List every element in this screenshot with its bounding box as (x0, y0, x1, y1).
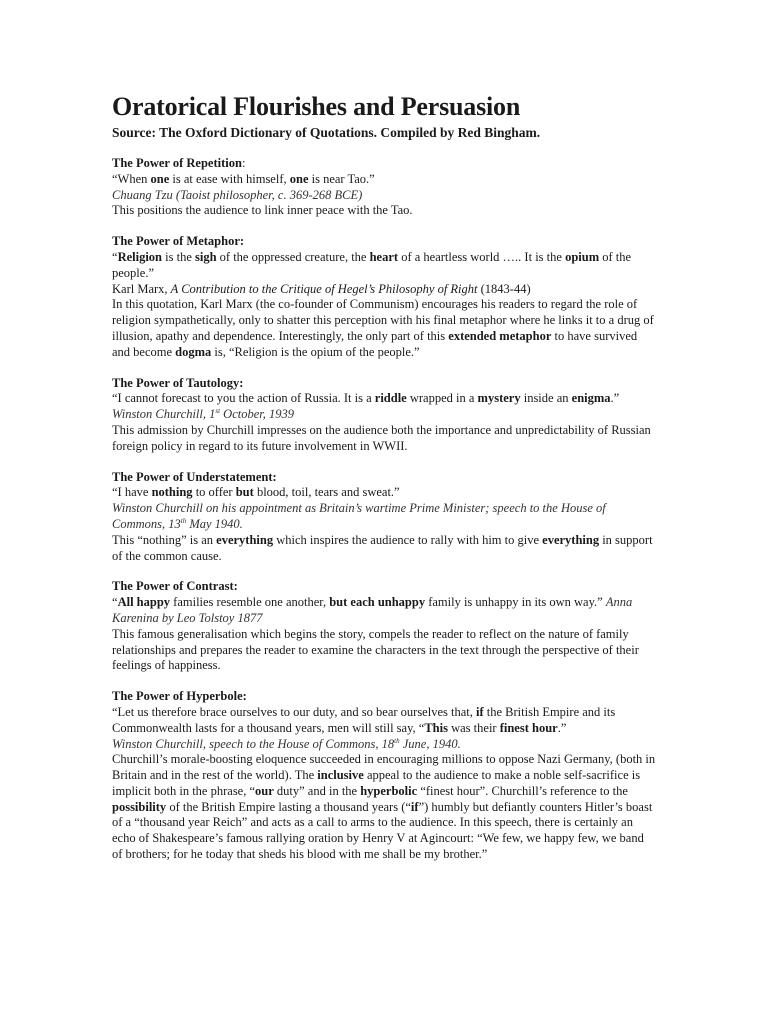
text-run: A Contribution to the Critique of Hegel’s Philosophy of Right (170, 281, 478, 296)
text-run: is the (162, 249, 195, 264)
text-run: mystery (477, 391, 521, 406)
text-run: of the oppressed creature, the (216, 249, 370, 264)
text-run: if (410, 799, 419, 814)
text-run: everything (216, 532, 274, 547)
commentary: This admission by Churchill impresses on the audience both the importance and unpredictability of Russian foreign policy in regard to its future involvement in WWII. (112, 422, 651, 453)
text-run: is near Tao.” (308, 171, 375, 186)
source-line: Source: The Oxford Dictionary of Quotations. Compiled by Red Bingham. (112, 125, 541, 140)
attribution (112, 407, 657, 423)
text-run: This “nothing” is an (112, 532, 217, 547)
text-run: inclusive (317, 768, 364, 783)
attribution (112, 282, 657, 298)
attribution (112, 737, 657, 753)
text-run: Winston Churchill, 1 (112, 407, 216, 422)
text-run: of a heartless world ….. It is the (398, 249, 566, 264)
text-run: hyperbolic (360, 783, 418, 798)
text-run: th (394, 736, 400, 745)
section-metaphor (112, 234, 657, 360)
text-run: Churchill’s morale-boosting eloquence succeeded in encouraging millions to oppose Nazi Germany, (both in Britain and in the rest of the world). The (112, 752, 656, 783)
text-run: of the people.” (112, 249, 632, 280)
quotation (112, 172, 657, 188)
section-heading: The Power of Contrast: (112, 579, 238, 594)
text-run: “ (112, 249, 118, 264)
text-run: inside an (520, 391, 572, 406)
commentary: This positions the audience to link inner peace with the Tao. (112, 203, 413, 218)
text-run: th (180, 516, 187, 525)
text-run: This (424, 720, 448, 735)
text-run: in support of the common cause. (112, 532, 653, 563)
quotation (112, 250, 657, 282)
text-run: if (476, 704, 484, 719)
text-run: Karl Marx, (112, 281, 171, 296)
text-run: st (215, 407, 221, 415)
section-heading: The Power of Tautology: (112, 375, 244, 390)
text-run: nothing (151, 485, 193, 500)
heading-colon: : (241, 156, 246, 170)
quotation (112, 595, 657, 627)
section-repetition (112, 156, 657, 219)
section-hyperbole (112, 689, 657, 863)
text-run: to have survived and become (112, 328, 638, 359)
attribution: Chuang Tzu (Taoist philosopher, c. 369-268 BCE) (112, 187, 363, 202)
text-run: “finest hour”. Churchill’s reference to the (417, 783, 628, 798)
text-run: “When (112, 171, 151, 186)
text-run: “I have (112, 485, 152, 500)
text-run: duty” and in the (273, 783, 361, 798)
text-run: dogma (175, 344, 212, 359)
section-heading: The Power of Metaphor: (112, 234, 245, 249)
text-run: June, 1940. (399, 736, 461, 751)
heading-text: The Power of Repetition (112, 156, 242, 170)
text-run: one (289, 171, 309, 186)
attribution: Anna Karenina by Leo Tolstoy 1877 (112, 595, 633, 625)
text-run: .” (610, 391, 620, 406)
text-run: but (235, 485, 254, 500)
text-run: May 1940. (186, 516, 243, 531)
text-run: the British Empire and its Commonwealth lasts for a thousand years, men will still say, “ (112, 704, 616, 735)
quotation (112, 391, 657, 407)
text-run: to offer (192, 485, 236, 500)
document-page (112, 92, 657, 878)
section-tautology (112, 376, 657, 455)
text-run: October, 1939 (220, 407, 294, 422)
text-run: one (150, 171, 170, 186)
text-run: In this quotation, Karl Marx (the co-founder of Communism) encourages his readers to regard the role of religion sympathetically, only to shatter this perception with his final metaphor where he links it to a drug of illusion, apathy and dependence. Interestingly, the only part of this (112, 297, 654, 343)
text-run: (1843-44) (477, 281, 531, 296)
text-run: but each unhappy (329, 595, 426, 610)
text-run: possibility (112, 799, 167, 814)
text-run: ”) humbly but defiantly counters Hitler’s boast of a “thousand year Reich” and acts as a call to arms to the audience. In this speech, there is certainly an echo of Shakespeare’s famous rallying oration by Henry V at Agincourt: “We few, we happy few, we band of brothers; for he today that sheds his blood with me shall be my brother.” (112, 799, 653, 862)
text-run: blood, toil, tears and sweat.” (253, 485, 400, 500)
document-title: Oratorical Flourishes and Persuasion (112, 92, 521, 121)
text-run: is, “Religion is the opium of the people.” (211, 344, 420, 359)
text-run: All happy (117, 595, 171, 610)
text-run: finest hour (499, 720, 558, 735)
text-run: .” (557, 720, 567, 735)
text-run: Winston Churchill on his appointment as Britain’s wartime Prime Minister; speech to the House of Commons, 13 (112, 501, 606, 531)
text-run: wrapped in a (406, 391, 478, 406)
text-run: “ (112, 595, 118, 610)
section-heading (112, 156, 657, 172)
text-run: extended metaphor (448, 328, 552, 343)
quotation (112, 705, 657, 737)
section-heading: The Power of Understatement: (112, 469, 277, 484)
text-run: which inspires the audience to rally with him to give (273, 532, 543, 547)
text-run: families resemble one another, (170, 595, 330, 610)
text-run: family is unhappy in its own way.” (425, 595, 606, 610)
text-run: appeal to the audience to make a noble self-sacrifice is implicit both in the phrase, “ (112, 768, 641, 798)
commentary (112, 752, 657, 863)
section-understatement (112, 470, 657, 565)
text-run: is at ease with himself, (169, 171, 290, 186)
commentary (112, 297, 657, 360)
text-run: riddle (374, 391, 407, 406)
text-run: sigh (195, 249, 217, 264)
text-run: everything (542, 532, 600, 547)
text-run: Religion (117, 249, 163, 264)
text-run: Winston Churchill, speech to the House of Commons, 18 (112, 736, 395, 751)
commentary: This famous generalisation which begins the story, compels the reader to reflect on the nature of family relationships and prepares the reader to examine the characters in the text through the perspective of their feelings of happiness. (112, 626, 639, 673)
text-run: heart (369, 249, 399, 264)
section-contrast (112, 579, 657, 674)
text-run: of the British Empire lasting a thousand years (“ (166, 799, 411, 814)
text-run: “I cannot forecast to you the action of Russia. It is a (112, 391, 375, 406)
text-run: opium (565, 249, 600, 264)
attribution (112, 501, 657, 533)
text-run: “Let us therefore brace ourselves to our duty, and so bear ourselves that, (112, 704, 476, 719)
section-heading: The Power of Hyperbole: (112, 689, 247, 704)
text-run: enigma (571, 391, 611, 406)
commentary (112, 533, 657, 565)
text-run: our (255, 783, 274, 798)
text-run: was their (447, 720, 500, 735)
quotation (112, 485, 657, 501)
